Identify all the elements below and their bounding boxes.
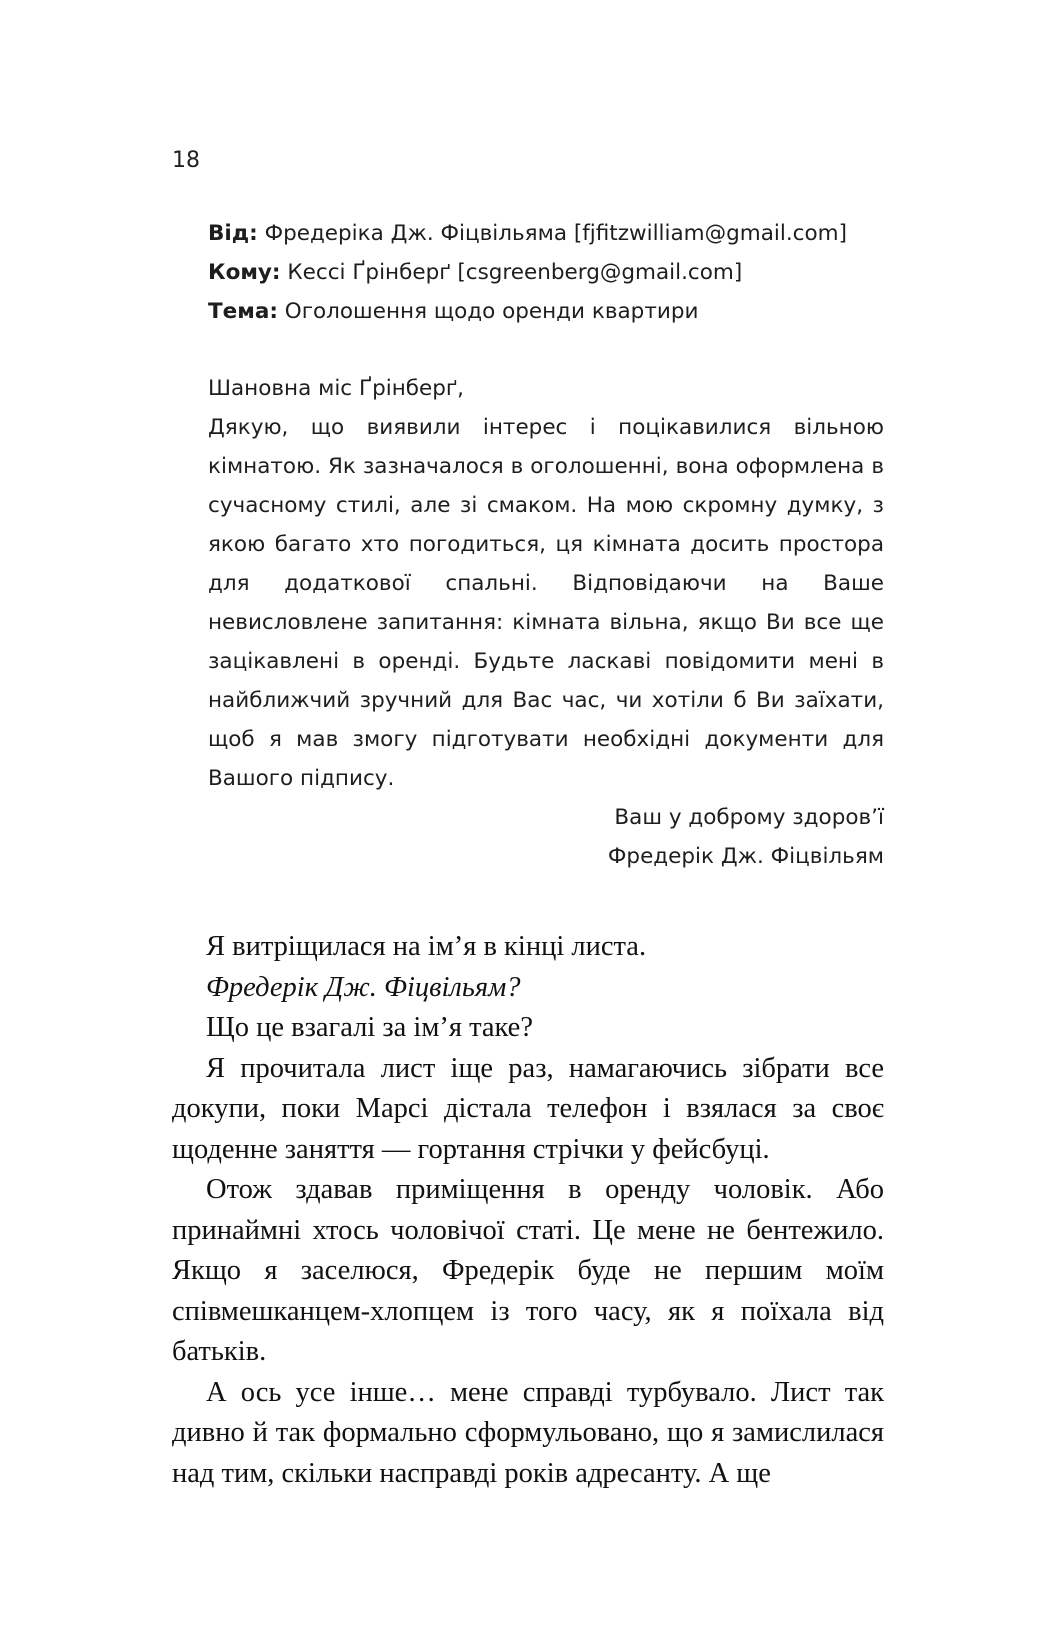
from-value: Фредеріка Дж. Фіцвільяма [fjfitzwilliam@gmail.com] bbox=[264, 221, 847, 246]
narrative-text bbox=[172, 927, 884, 1494]
paragraph-italic: Фредерік Дж. Фіцвільям? bbox=[206, 971, 521, 1003]
page-number: 18 bbox=[172, 148, 200, 173]
email-to-line bbox=[208, 253, 884, 292]
letter-greeting: Шановна міс Ґрінберґ, bbox=[208, 376, 465, 401]
letter-closing: Ваш у доброму здоров’ї bbox=[614, 805, 884, 830]
email-letter bbox=[208, 214, 884, 876]
to-value: Кессі Ґрінберґ [csgreenberg@gmail.com] bbox=[287, 260, 743, 285]
subject-value: Оголошення щодо оренди квартири bbox=[284, 299, 699, 324]
to-label: Кому: bbox=[208, 260, 281, 285]
paragraph: Я витріщилася на ім’я в кінці листа. bbox=[206, 931, 647, 962]
letter-signature: Фредерік Дж. Фіцвільям bbox=[607, 844, 884, 869]
paragraph: Отож здавав приміщення в оренду чоловік. Або принаймні хтось чоловічої статі. Це мене не бентежило. Якщо я заселюся, Фредерік буде не першим моїм співмешканцем-хлопцем із того часу, як я поїхала від батьків. bbox=[172, 1174, 884, 1367]
paragraph: А ось усе інше… мене справді турбувало. Лист так дивно й так формально сформульовано, що я замислилася над тим, скільки насправді років адресанту. А ще bbox=[172, 1376, 884, 1489]
letter-body: Дякую, що виявили інтерес і поцікавилися вільною кімнатою. Як зазначалося в оголошенні, вона оформлена в сучасному стилі, але зі смаком. На мою скромну думку, з якою багато хто погодиться, ця кімната досить простора для додаткової спальні. Відповідаючи на Ваше невисловлене запитання: кімната вільна, якщо Ви все ще зацікавлені в оренді. Будьте ласкаві повідомити мені в найближчий зручний для Вас час, чи хотіли б Ви заїхати, щоб я мав змогу підготувати необхідні документи для Вашого підпису. bbox=[208, 415, 884, 791]
paragraph: Що це взагалі за ім’я таке? bbox=[206, 1012, 533, 1043]
from-label: Від: bbox=[208, 221, 258, 246]
email-from-line bbox=[208, 214, 884, 253]
subject-label: Тема: bbox=[208, 299, 278, 324]
email-subject-line bbox=[208, 292, 884, 331]
paragraph: Я прочитала лист іще раз, намагаючись зібрати все докупи, поки Марсі дістала телефон і взялася за своє щоденне заняття — гортання стрічки у фейсбуці. bbox=[172, 1052, 884, 1165]
